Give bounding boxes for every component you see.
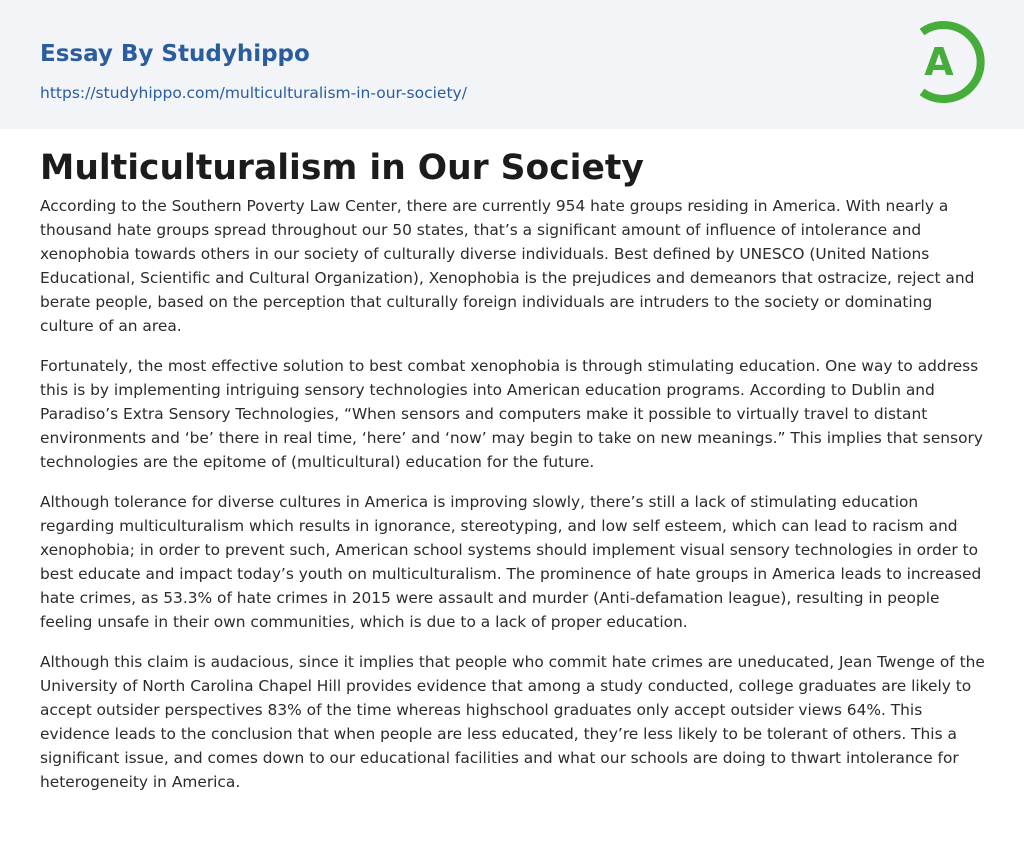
essay-paragraph-3: Although tolerance for diverse cultures in America is improving slowly, there’s still a lack of stimulating education regarding multiculturalism which results in ignorance, stereotyping, and low self esteem, which can lead to racism and xenophobia; in order to prevent such, American school systems should implement visual sensory technologies in order to best educate and impact today’s youth on multiculturalism. The prominence of hate groups in America leads to increased hate crimes, as 53.3% of hate crimes in 2015 were assault and murder (Anti-defamation league), resulting in people feeling unsafe in their own communities, which is due to a lack of proper education. [40,493,982,631]
studyhippo-logo[interactable] [914,20,986,104]
source-url-link[interactable]: https://studyhippo.com/multiculturalism-in-our-society/ [40,84,467,102]
essay-paragraph-2: Fortunately, the most effective solution to best combat xenophobia is through stimulating education. One way to address this is by implementing intriguing sensory technologies into American education programs. According to Dublin and Paradiso’s Extra Sensory Technologies, “When sensors and computers make it possible to virtually travel to distant environments and ‘be’ there in real time, ‘here’ and ‘now’ may begin to take on new meanings.” This implies that sensory technologies are the epitome of (multicultural) education for the future. [40,357,983,471]
essay-paragraph-1: According to the Southern Poverty Law Center, there are currently 954 hate groups residing in America. With nearly a thousand hate groups spread throughout our 50 states, that’s a significant amount of influence of intolerance and xenophobia towards others in our society of culturally diverse individuals. Best defined by UNESCO (United Nations Educational, Scientific and Cultural Organization), Xenophobia is the prejudices and demeanors that ostracize, reject and berate people, based on the perception that culturally foreign individuals are intruders to the society or dominating culture of an area. [40,197,975,335]
logo-letter: A [924,40,954,84]
essay-paragraph-4: Although this claim is audacious, since it implies that people who commit hate crimes are uneducated, Jean Twenge of the University of North Carolina Chapel Hill provides evidence that among a study conducted, college graduates are likely to accept outsider perspectives 83% of the time whereas highschool graduates only accept outsider views 64%. This evidence leads to the conclusion that when people are less educated, they’re less likely to be tolerant of others. This a significant issue, and comes down to our educational facilities and what our schools are doing to thwart intolerance for heterogeneity in America. [40,653,985,791]
site-title: Essay By Studyhippo [40,41,310,67]
essay-title: Multiculturalism in Our Society [40,148,644,188]
page-header [0,0,1024,129]
essay-article [40,146,986,810]
